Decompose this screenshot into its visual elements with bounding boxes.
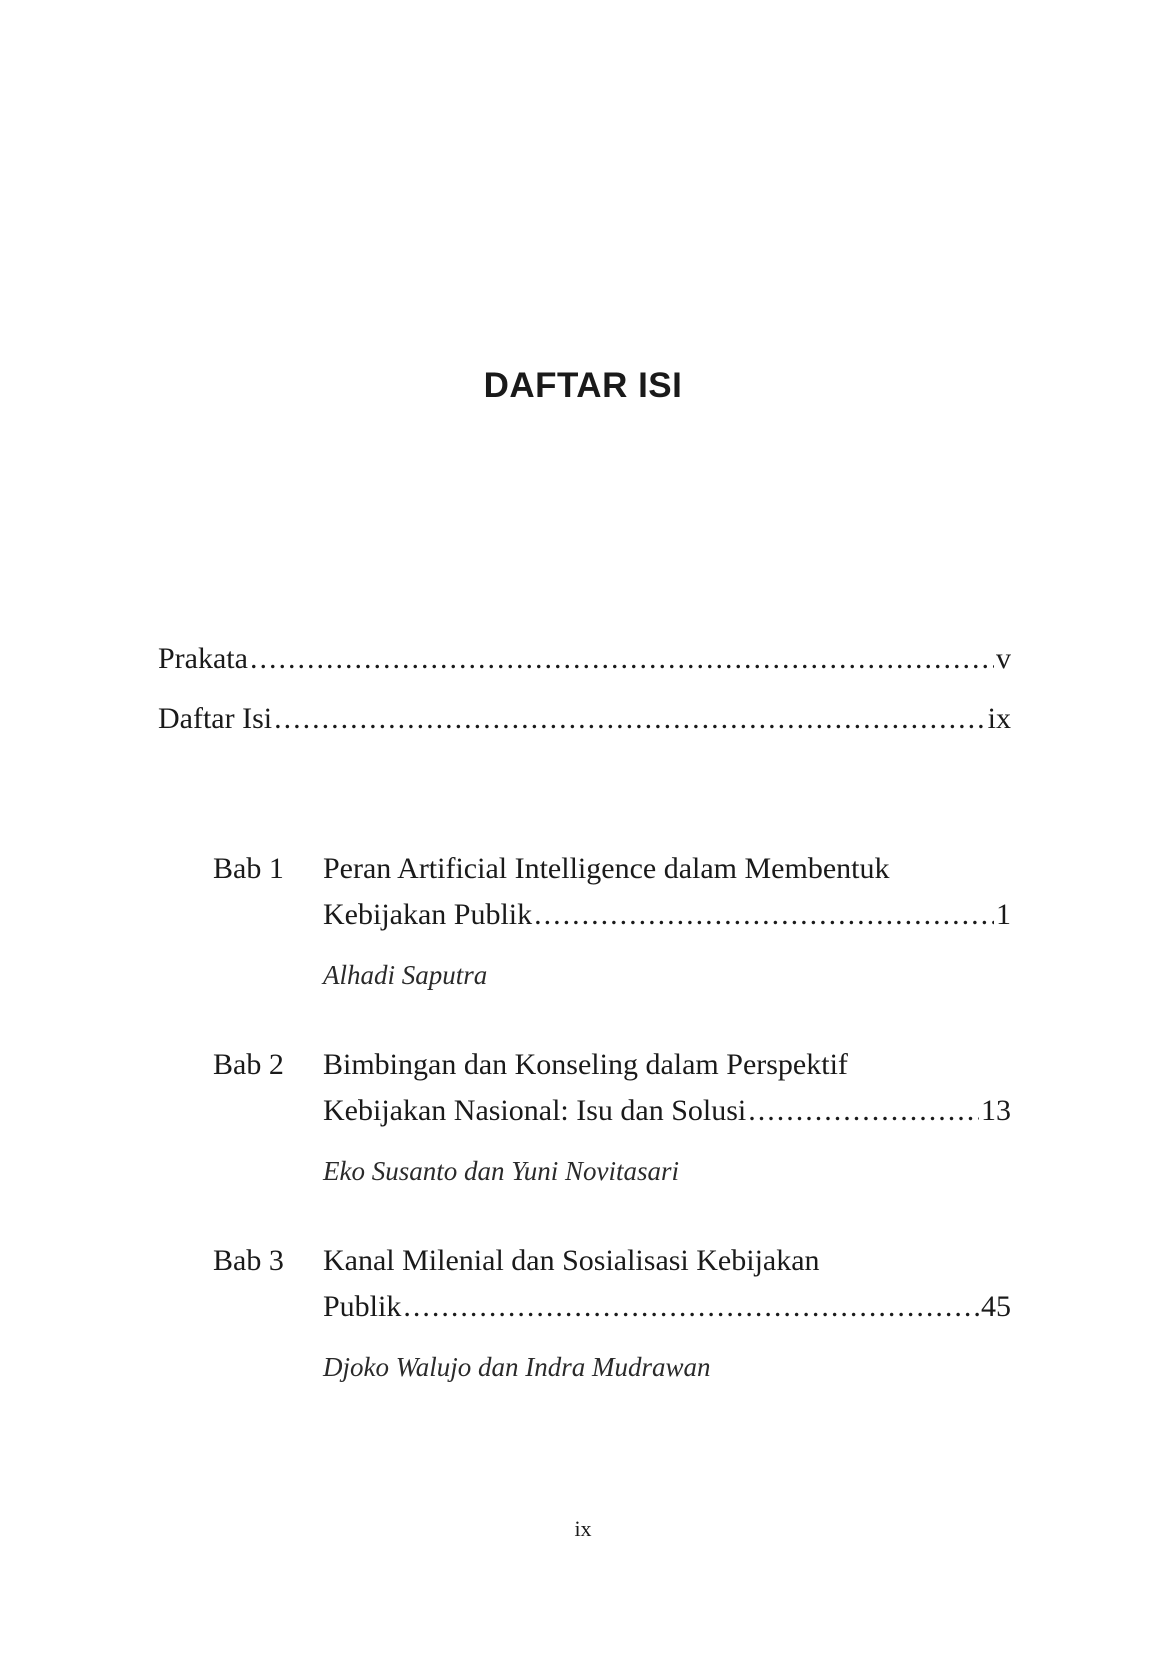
toc-entry-label: Daftar Isi [158, 702, 273, 735]
chapter-page: 1 [996, 898, 1011, 931]
chapter-author: Djoko Walujo dan Indra Mudrawan [323, 1352, 711, 1382]
chapter-title-line2: Kebijakan Publik [323, 898, 533, 931]
dot-leader [534, 896, 994, 934]
chapter-body [323, 1242, 1011, 1384]
dot-leader [250, 640, 994, 678]
toc-entry-page: v [996, 642, 1011, 675]
chapter-title-line1: Bimbingan dan Konseling dalam Perspektif [323, 1048, 848, 1081]
toc-entry-label: Prakata [158, 642, 248, 675]
chapter-page: 13 [981, 1094, 1011, 1127]
chapter-title-line2-row [323, 1092, 1011, 1130]
chapter-title-line2: Publik [323, 1290, 402, 1323]
toc-entry-prakata[interactable] [158, 640, 1011, 678]
chapter-body [323, 850, 1011, 992]
chapter-title-line1: Peran Artificial Intelligence dalam Membentuk [323, 852, 890, 885]
chapter-page: 45 [981, 1290, 1011, 1323]
chapter-list [213, 850, 1011, 1438]
chapter-entry-2[interactable] [213, 1046, 1011, 1242]
dot-leader [748, 1092, 979, 1130]
toc-entry-daftar-isi[interactable] [158, 700, 1011, 738]
chapter-number: Bab 3 [213, 1244, 284, 1277]
toc-entry-page: ix [987, 702, 1011, 735]
chapter-title-line2-row [323, 896, 1011, 934]
chapter-number: Bab 1 [213, 852, 284, 885]
chapter-author: Eko Susanto dan Yuni Novitasari [323, 1156, 680, 1186]
chapter-title-line2-row [323, 1288, 1011, 1326]
chapter-number: Bab 2 [213, 1048, 284, 1081]
page-title: DAFTAR ISI [483, 366, 683, 405]
chapter-title-line2: Kebijakan Nasional: Isu dan Solusi [323, 1094, 747, 1127]
dot-leader [403, 1288, 979, 1326]
chapter-entry-3[interactable] [213, 1242, 1011, 1438]
chapter-author: Alhadi Saputra [323, 960, 488, 990]
front-matter-list [158, 640, 1011, 760]
dot-leader [274, 700, 986, 738]
chapter-title-line1: Kanal Milenial dan Sosialisasi Kebijakan [323, 1244, 820, 1277]
chapter-body [323, 1046, 1011, 1188]
chapter-entry-1[interactable] [213, 850, 1011, 1046]
page-number: ix [574, 1516, 592, 1541]
